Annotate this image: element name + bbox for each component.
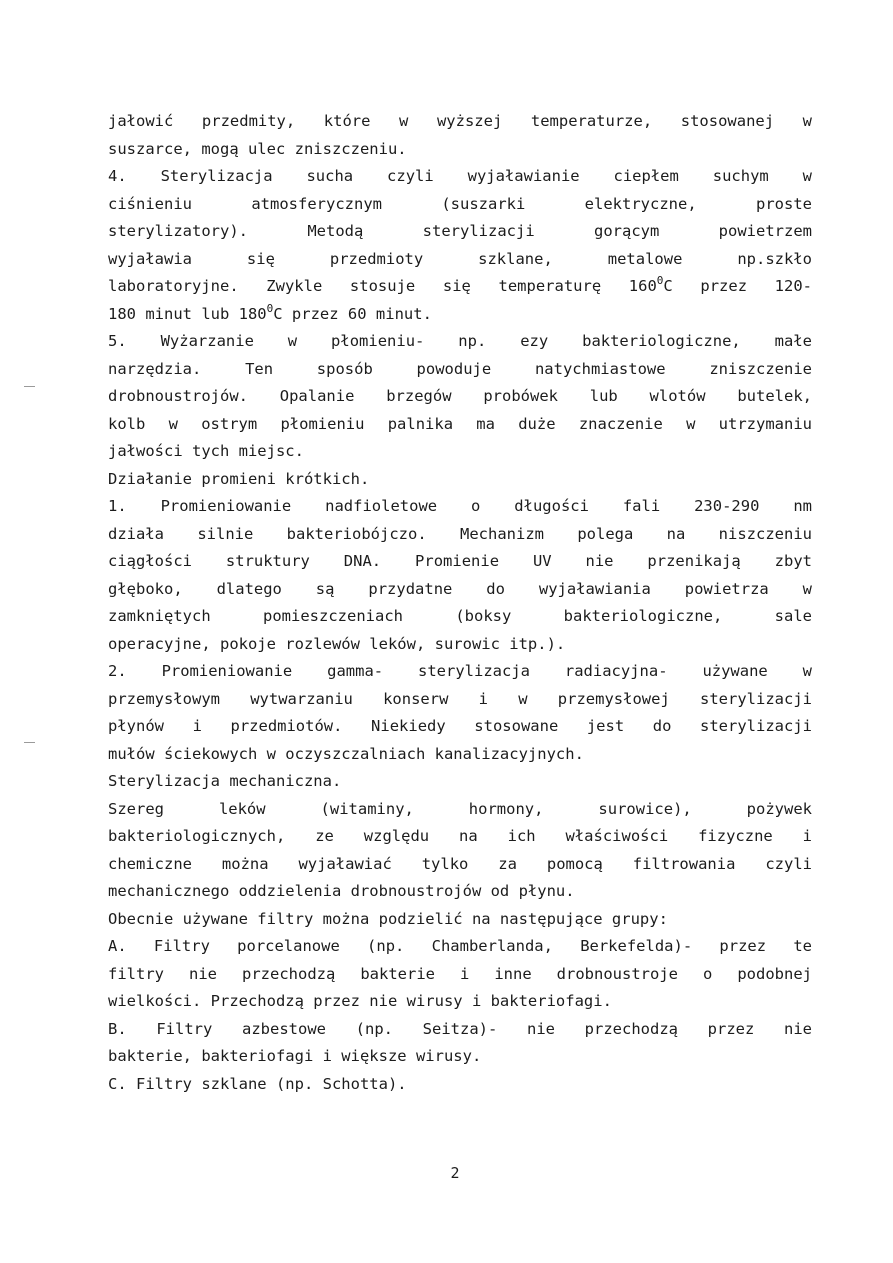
- text-line: [108, 163, 812, 191]
- text-line: [108, 933, 812, 961]
- text-line: [108, 713, 812, 741]
- page-number: 2: [450, 1164, 460, 1182]
- text-line: [108, 301, 812, 329]
- text-line: [108, 988, 812, 1016]
- text-line-continuation: C przez 60 minut.: [273, 304, 432, 323]
- text-line: [108, 686, 812, 714]
- text-line-content: narzędzia. Ten sposób powoduje natychmiastowe zniszczenie: [108, 359, 812, 378]
- text-line-content: mułów ściekowych w oczyszczalniach kanalizacyjnych.: [108, 744, 584, 763]
- margin-mark: [24, 742, 35, 743]
- text-line-content: przemysłowym wytwarzaniu konserw i w przemysłowej sterylizacji: [108, 689, 812, 708]
- text-line: [108, 878, 812, 906]
- text-line: [108, 1016, 812, 1044]
- text-line-content: Obecnie używane filtry można podzielić na następujące grupy:: [108, 909, 668, 928]
- text-line: [108, 246, 812, 274]
- text-line-content: operacyjne, pokoje rozlewów leków, surowic itp.).: [108, 634, 566, 653]
- text-line-content: wyjaławia się przedmioty szklane, metalowe np.szkło: [108, 249, 812, 268]
- text-line: [108, 576, 812, 604]
- text-line-content: jałwości tych miejsc.: [108, 442, 304, 460]
- text-line: [108, 191, 812, 219]
- text-line: [108, 1071, 812, 1099]
- text-line: [108, 1043, 812, 1071]
- text-line-content: 5. Wyżarzanie w płomieniu- np. ezy bakteriologiczne, małe: [108, 332, 812, 350]
- text-line-content: kolb w ostrym płomieniu palnika ma duże znaczenie w utrzymaniu: [108, 414, 812, 433]
- degree-superscript: 0: [266, 301, 274, 315]
- text-line-content: głęboko, dlatego są przydatne do wyjaławiania powietrza w: [108, 579, 812, 598]
- text-line: [108, 658, 812, 686]
- text-line-content: Działanie promieni krótkich.: [108, 469, 370, 488]
- text-line: [108, 961, 812, 989]
- text-line-content: działa silnie bakteriobójczo. Mechanizm polega na niszczeniu: [108, 524, 812, 543]
- text-line: [108, 796, 812, 824]
- text-line: [108, 108, 812, 136]
- text-line: [108, 521, 812, 549]
- text-line-content: filtry nie przechodzą bakterie i inne drobnoustroje o podobnej: [108, 964, 812, 983]
- body-text: [108, 108, 812, 1098]
- text-line-content: C. Filtry szklane (np. Schotta).: [108, 1074, 407, 1093]
- text-line-content: jałowić przedmity, które w wyższej temperaturze, stosowanej w: [108, 112, 812, 130]
- text-line: [108, 851, 812, 879]
- text-line: [108, 741, 812, 769]
- text-line-content: ciśnieniu atmosferycznym (suszarki elektryczne, proste: [108, 194, 812, 213]
- text-line-content: sterylizatory). Metodą sterylizacji gorącym powietrzem: [108, 222, 812, 240]
- text-line: [108, 383, 812, 411]
- text-line-content: drobnoustrojów. Opalanie brzegów probówek lub wlotów butelek,: [108, 387, 812, 405]
- text-line-content: chemiczne można wyjaławiać tylko za pomocą filtrowania czyli: [108, 854, 812, 873]
- text-line-content: suszarce, mogą ulec zniszczeniu.: [108, 139, 407, 158]
- text-line: [108, 218, 812, 246]
- text-line-content: płynów i przedmiotów. Niekiedy stosowane jest do sterylizacji: [108, 717, 812, 735]
- text-line-content: mechanicznego oddzielenia drobnoustrojów od płynu.: [108, 882, 575, 900]
- text-line-content: Szereg leków (witaminy, hormony, surowice), pożywek: [108, 799, 812, 818]
- text-line-content: A. Filtry porcelanowe (np. Chamberlanda, Berkefelda)- przez te: [108, 937, 812, 955]
- text-line: [108, 823, 812, 851]
- text-line: [108, 768, 812, 796]
- text-line: [108, 273, 812, 301]
- text-line-content: laboratoryjne. Zwykle stosuje się temperaturę 160: [108, 277, 657, 295]
- text-line: [108, 603, 812, 631]
- text-line-content: bakteriologicznych, ze względu na ich właściwości fizyczne i: [108, 827, 812, 845]
- text-line-content: bakterie, bakteriofagi i większe wirusy.: [108, 1047, 482, 1065]
- text-line: [108, 328, 812, 356]
- text-line-continuation: C przez 120-: [663, 277, 812, 295]
- text-line: [108, 411, 812, 439]
- text-line-content: 2. Promieniowanie gamma- sterylizacja radiacyjna- używane w: [108, 662, 812, 680]
- text-line-content: 180 minut lub 180: [108, 304, 267, 323]
- text-line: [108, 438, 812, 466]
- text-line: [108, 631, 812, 659]
- text-line-content: B. Filtry azbestowe (np. Seitza)- nie przechodzą przez nie: [108, 1019, 812, 1038]
- text-line: [108, 548, 812, 576]
- text-line-content: zamkniętych pomieszczeniach (boksy bakteriologiczne, sale: [108, 607, 812, 625]
- text-line: [108, 356, 812, 384]
- text-line-content: Sterylizacja mechaniczna.: [108, 772, 342, 790]
- text-line: [108, 493, 812, 521]
- text-line-content: wielkości. Przechodzą przez nie wirusy i bakteriofagi.: [108, 992, 612, 1010]
- degree-superscript: 0: [656, 274, 664, 287]
- text-line-content: 4. Sterylizacja sucha czyli wyjaławianie ciepłem suchym w: [108, 167, 812, 185]
- text-line-content: 1. Promieniowanie nadfioletowe o długości fali 230-290 nm: [108, 497, 812, 515]
- text-line: [108, 136, 812, 164]
- text-line-content: ciągłości struktury DNA. Promienie UV nie przenikają zbyt: [108, 552, 812, 570]
- text-line: [108, 906, 812, 934]
- margin-mark: [24, 386, 35, 387]
- text-line: [108, 466, 812, 494]
